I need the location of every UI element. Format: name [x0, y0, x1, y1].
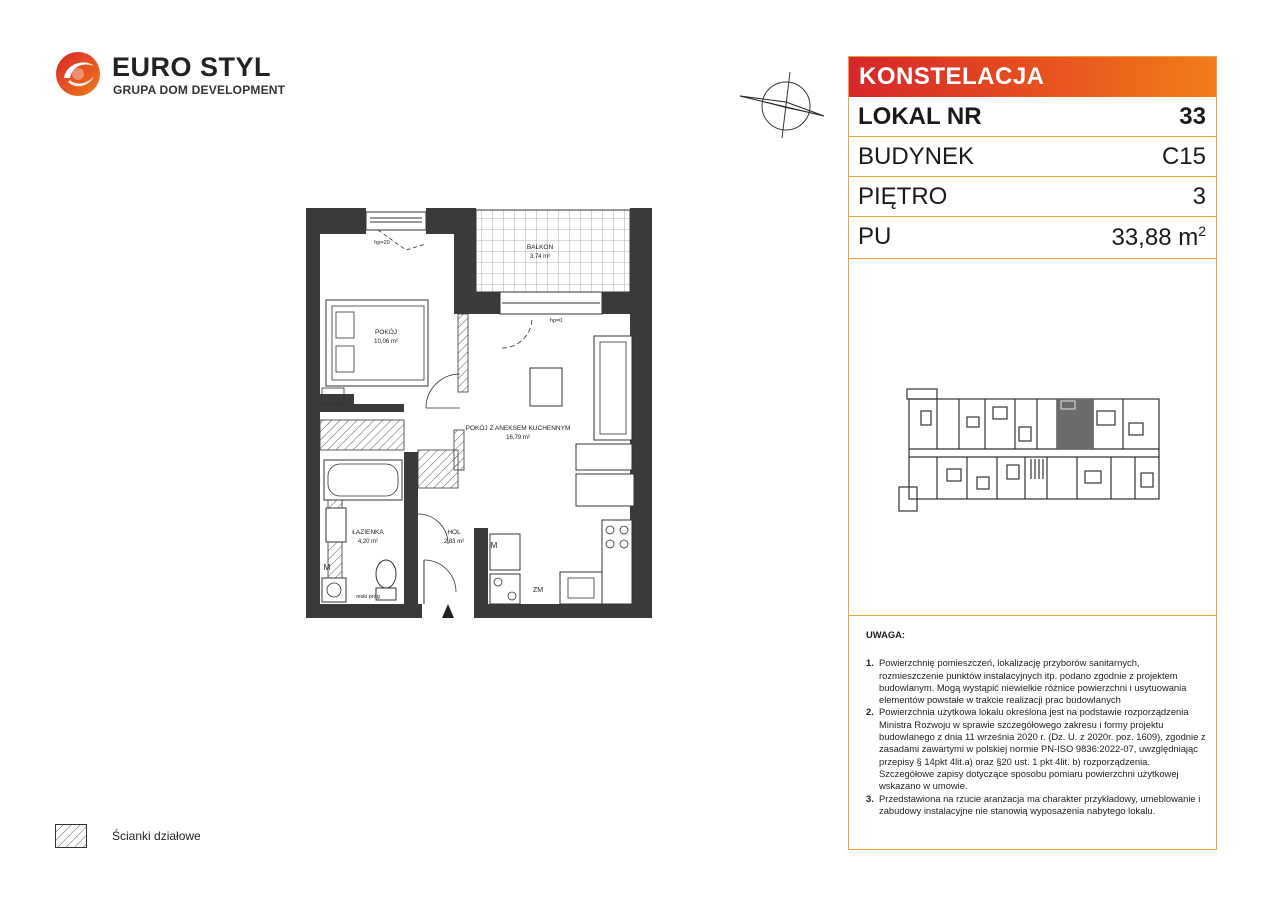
floor-label: PIĘTRO — [858, 183, 948, 210]
note-item — [866, 657, 1206, 706]
meter-label-1: M — [490, 541, 498, 550]
note-text: Powierzchnia użytkowa lokalu określona jest na podstawie rozporządzenia Ministra Rozwoju w sprawie szczegółowego zakresu i formy projektu budowlanego z dnia 11 września 2020 r. (Dz. U. z 2020r. poz. 1609), zgodnie z zasadami zawartymi w polskiej normie PN-ISO 9836:2022-07, uwzględniając przepisy § 14pkt 4lit.a) oraz §20 ust. 1 pkt 4lit. b) rozporządzenia. Szczegółowe zapisy dotyczące sposobu pomiaru powierzchni użytkowej wskazano w umowie. — [879, 706, 1206, 792]
building-key-plan — [897, 387, 1167, 517]
row-floor — [849, 177, 1216, 217]
usable-area-value — [1111, 223, 1206, 252]
room-name-bathroom: ŁAZIENKA — [352, 529, 384, 536]
legend-label: Ścianki działowe — [112, 829, 201, 843]
kitchen-sink — [560, 572, 602, 604]
note-text: Przedstawiona na rzucie aranżacja ma charakter przykładowy, umeblowanie i zabudowy instalacyjne nie stanowią wyposażenia nabytego lokalu. — [879, 792, 1201, 816]
coffee-table — [530, 368, 562, 406]
note-item — [866, 793, 1206, 818]
water-meter-label: ZM — [532, 587, 544, 594]
note-number: 1. — [866, 657, 874, 669]
floor-value: 3 — [1192, 183, 1206, 210]
threshold-height-label-2: hp=0 — [549, 318, 563, 324]
key-plan-area — [849, 259, 1216, 616]
bathtub — [324, 460, 402, 500]
floor-plan — [306, 208, 652, 620]
apartment-info-panel — [848, 56, 1217, 850]
notes-title: UWAGA: — [866, 629, 906, 640]
note-number: 3. — [866, 792, 874, 804]
room-name-balcony: BALKON — [526, 244, 554, 251]
low-threshold-label: niski próg — [356, 594, 380, 600]
room-area-bedroom: 10,06 m² — [374, 339, 398, 345]
row-unit-number — [849, 97, 1216, 137]
meter-label-2: M — [323, 563, 331, 572]
room-area-bathroom: 4,20 m² — [357, 539, 379, 545]
balcony-area — [476, 210, 630, 292]
brand-name: EURO STYL — [112, 52, 272, 82]
room-name-bedroom: POKÓJ — [374, 329, 398, 336]
room-name-living-kitchen: POKÓJ Z ANEKSEM KUCHENNYM — [465, 425, 571, 432]
usable-area-number: 33,88 m — [1111, 224, 1199, 251]
usable-area-label: PU — [858, 223, 892, 250]
unit-number-value: 33 — [1179, 103, 1206, 130]
project-name: KONSTELACJA — [849, 57, 1216, 97]
room-name-hall: HOL — [447, 529, 461, 536]
usable-area-unit-sup: 2 — [1198, 223, 1206, 239]
room-area-hall: 2,83 m² — [443, 539, 465, 545]
room-area-living-kitchen: 16,79 m² — [506, 435, 530, 441]
euro-styl-logo-icon — [54, 50, 102, 98]
brand-logo — [54, 50, 314, 100]
threshold-height-label: hp=20 — [374, 240, 390, 246]
north-compass-icon — [738, 70, 828, 140]
room-area-balcony: 3,74 m² — [529, 254, 551, 260]
toilet — [376, 560, 396, 588]
note-item — [866, 706, 1206, 792]
notes-section — [866, 629, 1206, 817]
note-text: Powierzchnię pomieszczeń, lokalizację przyborów sanitarnych, rozmieszczenie punktów instalacyjnych itp. podano zgodnie z projektem budowlanym. Mogą wystąpić niewielkie różnice powierzchni i usytuowania elementów powstałe w trakcie realizacji prac budowlanych — [879, 657, 1187, 706]
building-value: C15 — [1161, 143, 1206, 170]
brand-subtitle: GRUPA DOM DEVELOPMENT — [113, 83, 286, 97]
row-usable-area — [849, 217, 1216, 259]
note-number: 2. — [866, 706, 874, 718]
row-building — [849, 137, 1216, 177]
partition-wall-legend-icon — [55, 824, 87, 848]
dining-chairs — [576, 444, 632, 470]
unit-number-label: LOKAL NR — [858, 103, 982, 130]
building-label: BUDYNEK — [858, 143, 975, 170]
dining-table — [576, 474, 634, 506]
